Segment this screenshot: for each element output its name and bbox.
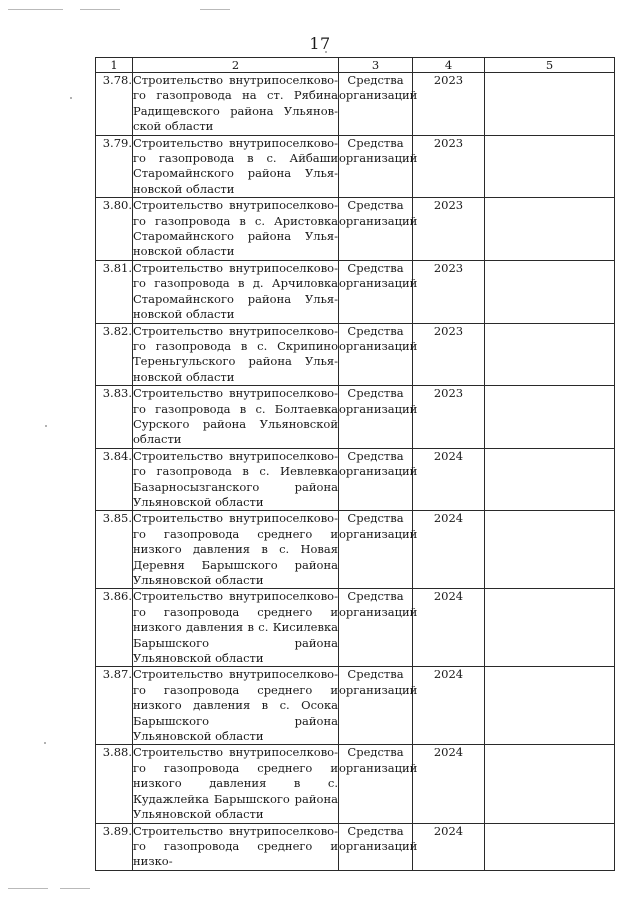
item-note (485, 386, 615, 449)
item-year: 2024 (413, 511, 485, 589)
item-note (485, 589, 615, 667)
scan-artifact-dot (44, 742, 46, 744)
funding-source: Средства организаций (339, 667, 413, 745)
item-number: 3.84. (96, 448, 133, 511)
item-number: 3.83. (96, 386, 133, 449)
scan-artifact-line (8, 9, 63, 10)
table-body (96, 73, 615, 871)
item-note (485, 511, 615, 589)
funding-source: Средства организаций (339, 386, 413, 449)
funding-source: Средства организаций (339, 823, 413, 870)
header-row (96, 58, 615, 73)
funding-source: Средства организаций (339, 323, 413, 386)
item-year: 2023 (413, 260, 485, 323)
item-number: 3.78. (96, 73, 133, 136)
item-note (485, 135, 615, 198)
item-year: 2023 (413, 135, 485, 198)
item-year: 2023 (413, 73, 485, 136)
funding-source: Средства организаций (339, 198, 413, 261)
funding-source: Средства организаций (339, 511, 413, 589)
item-note (485, 448, 615, 511)
funding-source: Средства организаций (339, 448, 413, 511)
table-row (96, 198, 615, 261)
table-row (96, 260, 615, 323)
funding-source: Средства организаций (339, 73, 413, 136)
item-year: 2024 (413, 667, 485, 745)
item-description: Строительство внутрипоселкового газопровода в с. Айбаши Старомайнского района Ульяновской области (133, 135, 338, 196)
header-col-5: 5 (485, 58, 615, 73)
funding-source: Средства организаций (339, 260, 413, 323)
item-year: 2023 (413, 198, 485, 261)
table-row (96, 73, 615, 136)
scan-artifact-line (60, 888, 90, 889)
item-description: Строительство внутрипоселкового газопровода в с. Аристовка Старомайнского района Ульяновской области (133, 198, 338, 259)
item-note (485, 323, 615, 386)
item-description: Строительство внутрипоселкового газопровода среднего и низкого давления в с. Кудажлейка Барышского района Ульяновской области (133, 745, 338, 822)
item-note (485, 198, 615, 261)
item-description: Строительство внутрипоселкового газопровода среднего и низко- (133, 823, 338, 869)
item-year: 2024 (413, 589, 485, 667)
item-note (485, 823, 615, 870)
scan-artifact-dot (45, 425, 47, 427)
item-description: Строительство внутрипоселкового газопровода среднего и низкого давления в с. Кисилевка Барышского района Ульяновской области (133, 589, 338, 666)
item-note (485, 667, 615, 745)
item-note (485, 260, 615, 323)
item-number: 3.86. (96, 589, 133, 667)
item-description: Строительство внутрипоселкового газопровода в с. Иевлевка Базарносызганского района Ульяновской области (133, 448, 338, 509)
item-number: 3.85. (96, 511, 133, 589)
funding-source: Средства организаций (339, 135, 413, 198)
item-description: Строительство внутрипоселкового газопровода в с. Болтаевка Сурского района Ульяновской области (133, 386, 338, 447)
header-col-2: 2 (133, 58, 339, 73)
program-table (95, 57, 615, 871)
table-row (96, 448, 615, 511)
item-note (485, 73, 615, 136)
item-number: 3.89. (96, 823, 133, 870)
item-description: Строительство внутрипоселкового газопровода среднего и низкого давления в с. Новая Деревня Барышского района Ульяновской области (133, 511, 338, 587)
header-col-1: 1 (96, 58, 133, 73)
item-year: 2023 (413, 386, 485, 449)
item-year: 2024 (413, 448, 485, 511)
scan-artifact-dot (70, 97, 72, 99)
item-description: Строительство внутрипоселкового газопровода в д. Арчиловка Старомайнского района Ульяновской области (133, 260, 338, 322)
table-row (96, 386, 615, 449)
item-description: Строительство внутрипоселкового газопровода среднего и низкого давления в с. Осока Барышского района Ульяновской области (133, 667, 338, 744)
table-row (96, 589, 615, 667)
item-note (485, 745, 615, 823)
funding-source: Средства организаций (339, 589, 413, 667)
table-row (96, 323, 615, 386)
scan-artifact-line (200, 9, 230, 10)
header-col-3: 3 (339, 58, 413, 73)
item-year: 2023 (413, 323, 485, 386)
item-number: 3.79. (96, 135, 133, 198)
scan-artifact-line (8, 888, 48, 889)
item-number: 3.88. (96, 745, 133, 823)
table-row (96, 511, 615, 589)
table-row (96, 667, 615, 745)
item-number: 3.82. (96, 323, 133, 386)
funding-source: Средства организаций (339, 745, 413, 823)
item-description: Строительство внутрипоселкового газопровода в с. Скрипино Тереньгульского района Ульяновской области (133, 323, 338, 384)
item-year: 2024 (413, 823, 485, 870)
table-row (96, 823, 615, 870)
table-header (96, 58, 615, 73)
item-description: Строительство внутрипоселкового газопровода на ст. Рябина Радищевского района Ульяновской области (133, 73, 338, 134)
table-row (96, 745, 615, 823)
page-number: 17 (309, 34, 331, 53)
item-number: 3.87. (96, 667, 133, 745)
scan-artifact-line (80, 9, 120, 10)
item-number: 3.80. (96, 198, 133, 261)
header-col-4: 4 (413, 58, 485, 73)
table-row (96, 135, 615, 198)
item-year: 2024 (413, 745, 485, 823)
item-number: 3.81. (96, 260, 133, 323)
